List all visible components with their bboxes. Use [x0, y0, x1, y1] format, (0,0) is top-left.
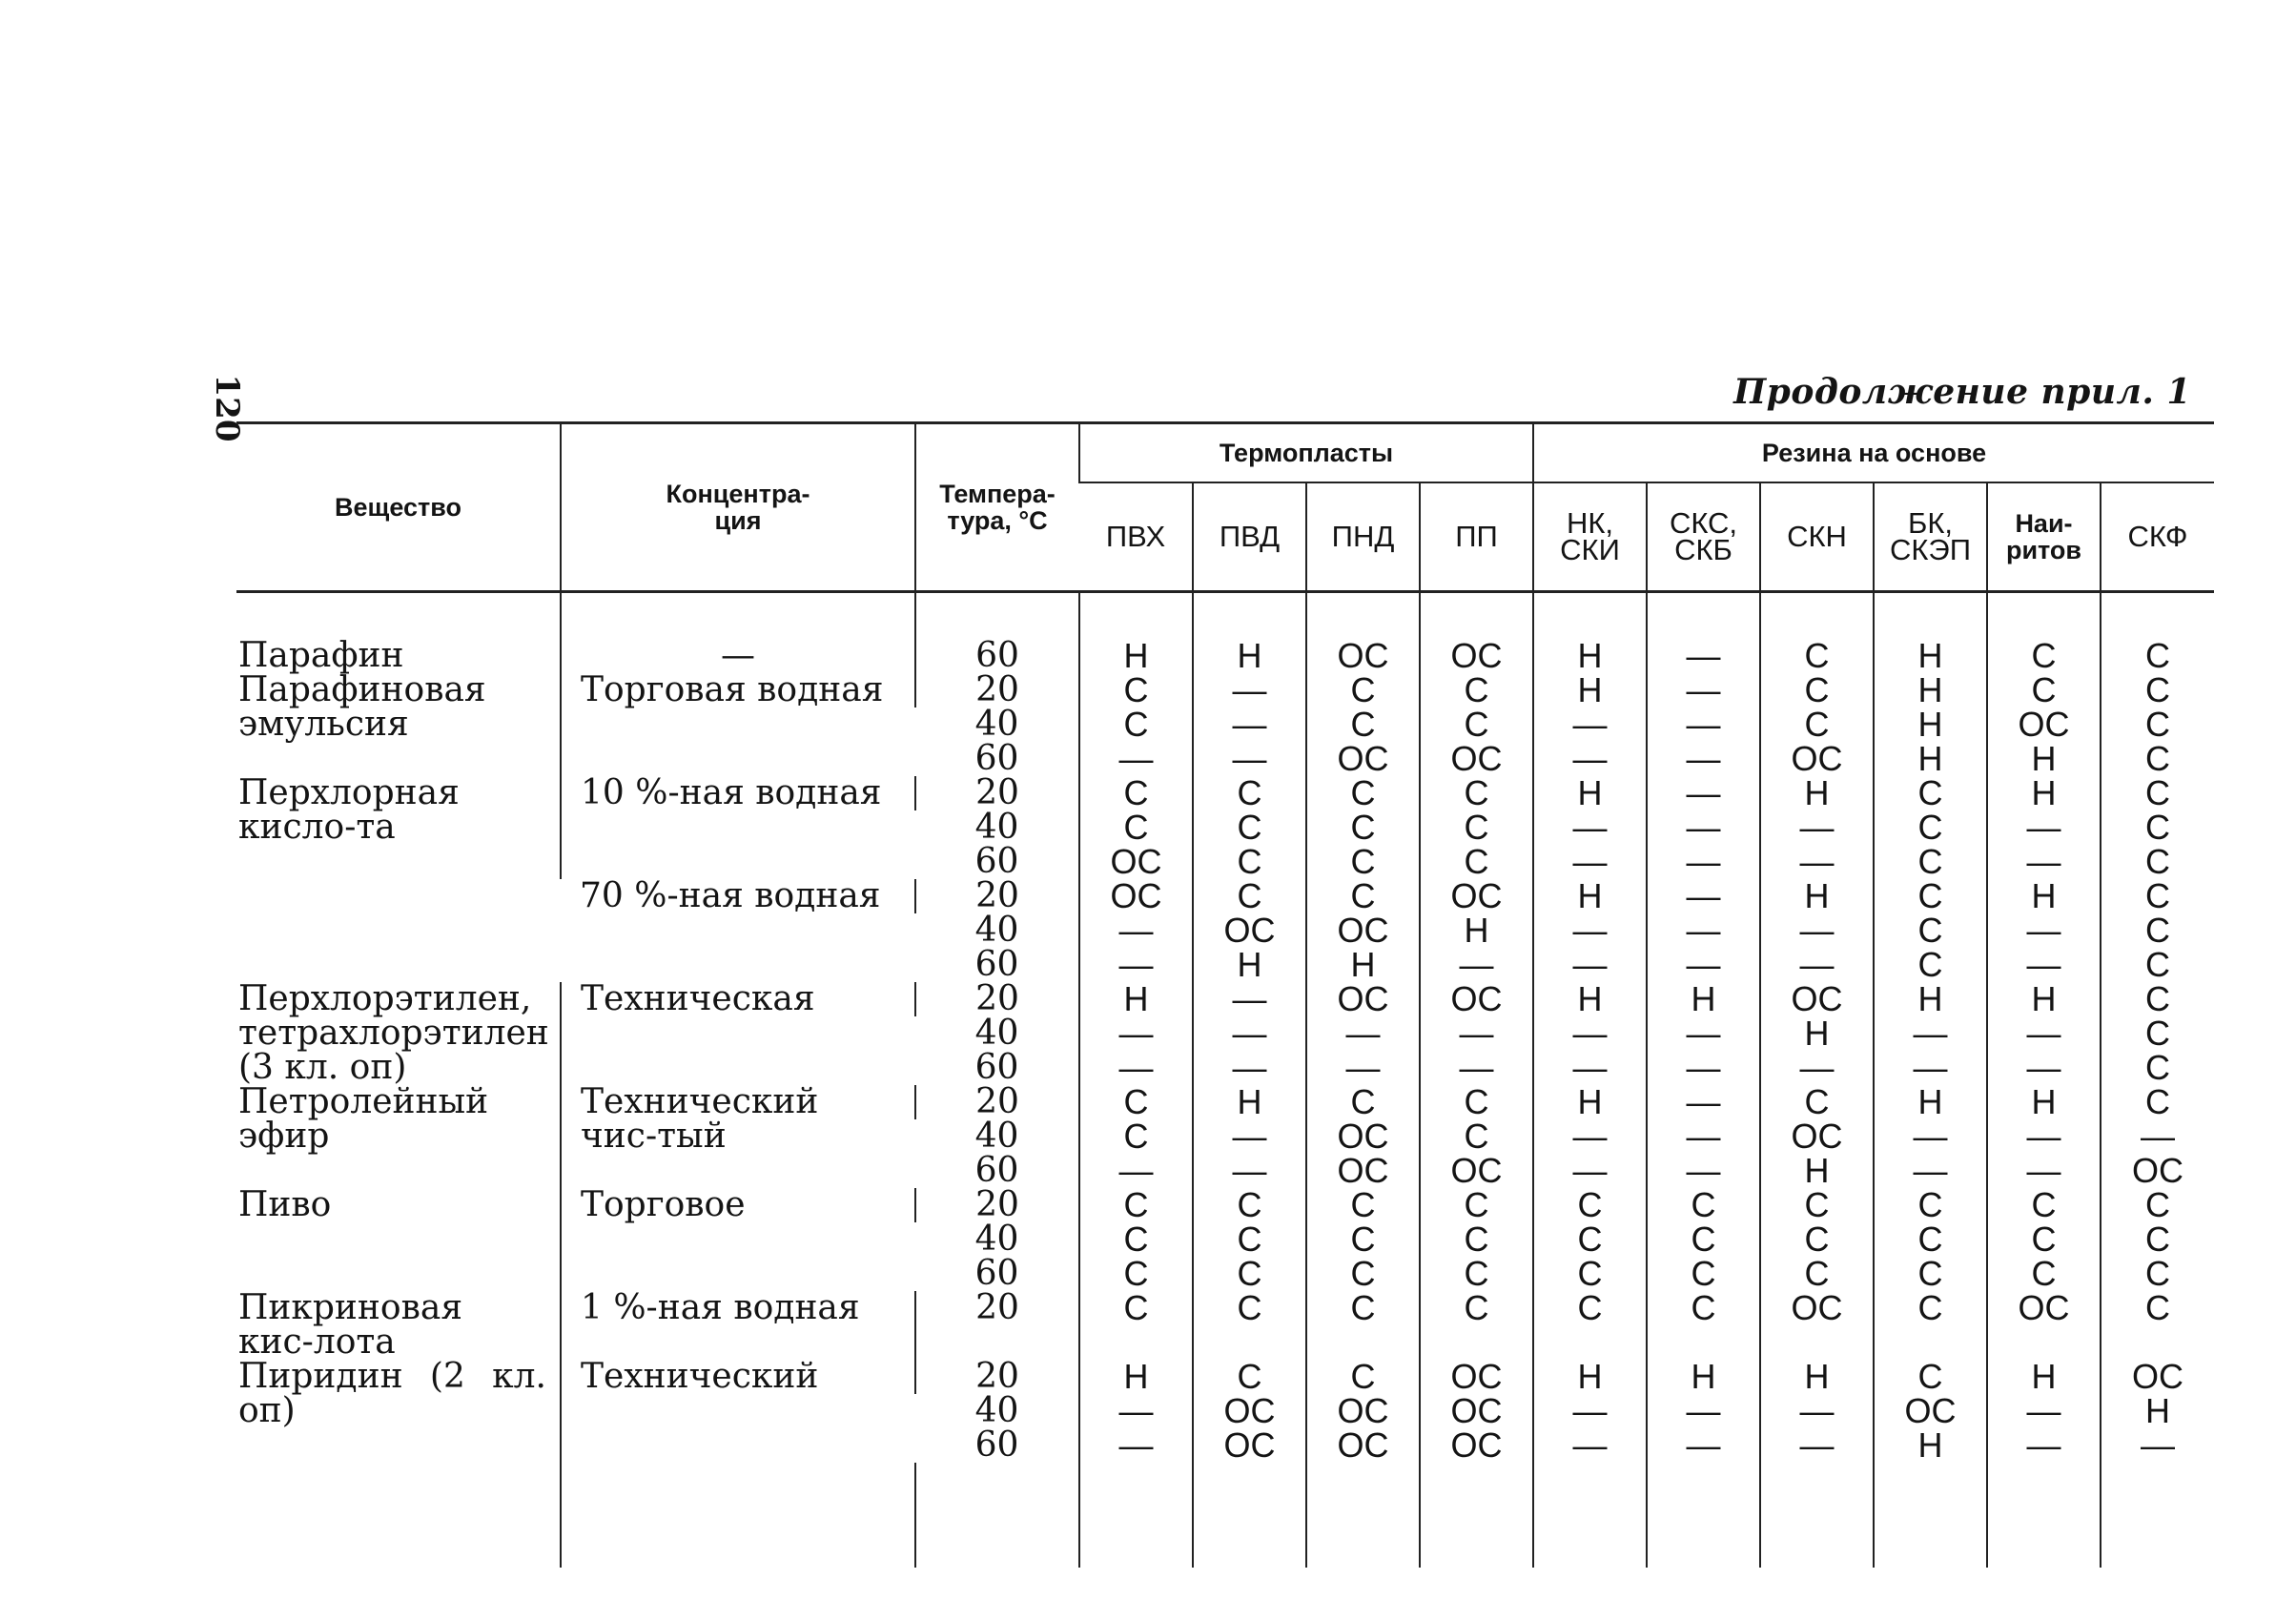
substance-cell: Перхлорэтилен, тетрахлорэтилен (3 кл. оп) [238, 979, 549, 1087]
resistance-value: С [1306, 776, 1420, 810]
resistance-value: — [1079, 948, 1193, 982]
resistance-value: ОС [1420, 1360, 1533, 1394]
resistance-value: С [1306, 707, 1420, 742]
header-material: СКФ [2101, 482, 2214, 592]
resistance-value: С [1306, 1188, 1420, 1222]
resistance-value: С [1193, 1222, 1306, 1257]
header-temperature: Темпера- тура, °С [915, 423, 1079, 592]
temperature-cell: 60 [974, 1254, 1019, 1293]
resistance-value: — [1647, 1016, 1760, 1051]
resistance-value: С [1420, 1085, 1533, 1119]
resistance-value: ОС [1306, 639, 1420, 673]
resistance-value: ОС [1306, 1119, 1420, 1154]
resistance-value: ОС [1420, 639, 1533, 673]
header-material: НК, СКИ [1533, 482, 1647, 592]
resistance-value: С [1874, 776, 1987, 810]
resistance-value: С [1987, 1188, 2101, 1222]
resistance-value: — [1647, 1428, 1760, 1463]
resistance-value: С [1760, 1188, 1874, 1222]
resistance-value: С [1306, 1222, 1420, 1257]
temperature-cell: 20 [915, 1291, 1079, 1360]
resistance-value: С [1420, 776, 1533, 810]
resistance-value: Н [1874, 673, 1987, 707]
concentration-cell: Технический [561, 1360, 915, 1463]
concentration-cell: 1 %-ная водная [561, 1291, 915, 1360]
resistance-value: — [1987, 845, 2101, 879]
resistance-value: Н [1874, 1428, 1987, 1463]
resistance-value: С [1874, 845, 1987, 879]
resistance-value: Н [1874, 982, 1987, 1016]
resistance-value: С [1874, 1360, 1987, 1394]
resistance-value: — [1647, 913, 1760, 948]
resistance-value: — [1760, 845, 1874, 879]
resistance-value: С [1079, 776, 1193, 810]
resistance-value: ОС [1760, 742, 1874, 776]
resistance-value: С [1079, 707, 1193, 742]
resistance-value: Н [1420, 913, 1533, 948]
substance-cell: Петролейный эфир [238, 1082, 489, 1156]
table-row [236, 1291, 2214, 1360]
resistance-value: С [1420, 707, 1533, 742]
concentration-cell: — [561, 639, 915, 673]
substance-cell: Перхлорная кисло-та [238, 773, 460, 847]
resistance-value: ОС [2101, 1154, 2214, 1188]
resistance-table [236, 421, 2214, 1568]
resistance-value: ОС [1420, 1394, 1533, 1428]
temperature-cell: 40 [974, 1117, 1019, 1156]
resistance-value: С [1079, 1222, 1193, 1257]
substance-cell: Пиво [238, 1185, 332, 1224]
resistance-value: ОС [1306, 1428, 1420, 1463]
resistance-value: — [1306, 1051, 1420, 1085]
resistance-value: — [1647, 810, 1760, 845]
resistance-value: С [2101, 879, 2214, 913]
substance-cell: Парафин [238, 636, 404, 675]
resistance-value: С [1874, 879, 1987, 913]
resistance-value: — [1193, 673, 1306, 707]
resistance-value: ОС [1193, 1428, 1306, 1463]
resistance-value: — [1987, 948, 2101, 982]
resistance-value: — [1987, 1119, 2101, 1154]
table-row [236, 1085, 2214, 1119]
resistance-value: ОС [1079, 879, 1193, 913]
resistance-value: Н [1193, 948, 1306, 982]
resistance-value: С [1193, 776, 1306, 810]
header-material: ПВХ [1105, 520, 1166, 553]
resistance-value: С [1533, 1188, 1647, 1222]
resistance-value: — [1533, 845, 1647, 879]
resistance-value: С [1193, 1360, 1306, 1394]
resistance-value: — [2101, 1119, 2214, 1154]
resistance-value: — [1987, 1394, 2101, 1428]
resistance-value: — [1987, 1428, 2101, 1463]
temperature-cell: 40 [974, 1391, 1019, 1430]
resistance-value: С [1874, 1188, 1987, 1222]
resistance-value: С [1420, 1222, 1533, 1257]
resistance-value: С [1306, 845, 1420, 879]
resistance-value: С [2101, 1188, 2214, 1222]
substance-cell: Пиридин (2 кл. оп) [238, 1357, 546, 1430]
resistance-value: Н [1987, 742, 2101, 776]
resistance-value: Н [1987, 1085, 2101, 1119]
resistance-value: С [1306, 1291, 1420, 1360]
resistance-value: — [1760, 1428, 1874, 1463]
resistance-value: С [1306, 1085, 1420, 1119]
resistance-value: — [1533, 707, 1647, 742]
resistance-value: — [1647, 1119, 1760, 1154]
resistance-value: С [1987, 673, 2101, 707]
resistance-value: С [1079, 1085, 1193, 1119]
resistance-value: — [1987, 1016, 2101, 1051]
temperature-cell: 40 [974, 911, 1019, 950]
temperature-cell: 60 [974, 1151, 1019, 1190]
resistance-value: С [1760, 639, 1874, 673]
resistance-value: — [1533, 1051, 1647, 1085]
resistance-value: Н [1760, 1016, 1874, 1051]
resistance-value: ОС [1760, 982, 1874, 1016]
resistance-value: — [2101, 1428, 2214, 1463]
resistance-value: — [1647, 948, 1760, 982]
resistance-value: — [1647, 1394, 1760, 1428]
resistance-value: Н [1193, 1085, 1306, 1119]
resistance-value: С [1760, 707, 1874, 742]
resistance-value: — [1760, 913, 1874, 948]
resistance-value: — [1533, 1394, 1647, 1428]
resistance-value: ОС [1306, 1394, 1420, 1428]
resistance-value: — [1647, 1051, 1760, 1085]
header-group-thermoplastics: Термопласты [1079, 423, 1533, 483]
temperature-cell: 60 [974, 739, 1019, 778]
resistance-value: С [1420, 673, 1533, 707]
temperature-cell: 20 [915, 776, 1079, 810]
resistance-value: С [2101, 776, 2214, 810]
resistance-value: — [1647, 1085, 1760, 1119]
resistance-value: — [1647, 776, 1760, 810]
resistance-value: — [1533, 810, 1647, 845]
resistance-value: ОС [1987, 707, 2101, 742]
resistance-value: С [1647, 1188, 1760, 1222]
resistance-value: — [1533, 742, 1647, 776]
resistance-value: С [2101, 639, 2214, 673]
table-row [236, 1360, 2214, 1394]
resistance-value: С [1193, 1291, 1306, 1360]
temperature-cell: 20 [915, 1085, 1079, 1119]
resistance-value: С [1193, 879, 1306, 913]
temperature-cell: 60 [915, 639, 1079, 673]
resistance-value: С [1760, 1222, 1874, 1257]
resistance-value: — [1760, 810, 1874, 845]
resistance-value: С [2101, 1085, 2214, 1119]
resistance-value: — [1193, 1154, 1306, 1188]
resistance-value: С [1420, 1119, 1533, 1154]
resistance-value: — [1874, 1119, 1987, 1154]
temperature-cell: 60 [974, 945, 1019, 984]
resistance-value: ОС [1306, 982, 1420, 1016]
table-row [236, 776, 2214, 810]
resistance-value: С [1079, 1188, 1193, 1222]
concentration-cell: Торговое [561, 1188, 915, 1291]
resistance-value: — [1533, 948, 1647, 982]
resistance-value: Н [1874, 707, 1987, 742]
resistance-value: — [1647, 673, 1760, 707]
resistance-value: — [1420, 1016, 1533, 1051]
resistance-value: С [2101, 913, 2214, 948]
resistance-value: С [1647, 1291, 1760, 1360]
resistance-value: С [1306, 810, 1420, 845]
resistance-value: С [1079, 1119, 1193, 1154]
resistance-value: — [1760, 948, 1874, 982]
temperature-cell: 20 [915, 879, 1079, 913]
resistance-value: — [1533, 1119, 1647, 1154]
temperature-cell: 60 [974, 1425, 1019, 1465]
resistance-value: Н [1533, 673, 1647, 707]
resistance-value: Н [1306, 948, 1420, 982]
resistance-value: С [1760, 1257, 1874, 1291]
resistance-value: Н [1987, 776, 2101, 810]
resistance-value: С [1987, 1222, 2101, 1257]
resistance-value: — [1079, 1394, 1193, 1428]
resistance-value: С [1079, 810, 1193, 845]
resistance-value: С [1193, 1257, 1306, 1291]
resistance-value: Н [2101, 1394, 2214, 1428]
resistance-value: С [2101, 845, 2214, 879]
resistance-value: С [1874, 1257, 1987, 1291]
resistance-value: С [1533, 1222, 1647, 1257]
header-substance: Вещество [335, 493, 461, 522]
resistance-value: — [1079, 1016, 1193, 1051]
concentration-cell: 70 %-ная водная [580, 876, 881, 915]
resistance-value: Н [1647, 1360, 1760, 1394]
table-row [236, 639, 2214, 673]
resistance-value: — [1647, 707, 1760, 742]
resistance-value: С [1079, 1257, 1193, 1291]
spacer-row [236, 592, 2214, 640]
resistance-value: С [1874, 810, 1987, 845]
resistance-value: С [1079, 1291, 1193, 1360]
resistance-value: — [1079, 1051, 1193, 1085]
resistance-value: — [1420, 1051, 1533, 1085]
resistance-value: ОС [1420, 742, 1533, 776]
resistance-value: ОС [1306, 913, 1420, 948]
temperature-cell: 40 [974, 705, 1019, 744]
resistance-value: Н [1079, 639, 1193, 673]
resistance-value: Н [1760, 879, 1874, 913]
resistance-value: С [1987, 639, 2101, 673]
temperature-cell: 40 [974, 1220, 1019, 1259]
resistance-value: — [1533, 1428, 1647, 1463]
resistance-value: Н [1760, 776, 1874, 810]
resistance-value: С [2101, 1016, 2214, 1051]
resistance-value: — [1760, 1394, 1874, 1428]
resistance-value: С [1193, 845, 1306, 879]
concentration-cell: Торговая водная [561, 673, 915, 776]
header-material: БК, СКЭП [1874, 482, 1987, 592]
resistance-value: ОС [1760, 1119, 1874, 1154]
resistance-value: — [1760, 1051, 1874, 1085]
resistance-value: ОС [1306, 742, 1420, 776]
resistance-value: ОС [1760, 1291, 1874, 1360]
resistance-value: Н [1987, 879, 2101, 913]
temperature-cell: 20 [915, 673, 1079, 707]
resistance-value: С [1987, 1257, 2101, 1291]
padding-row [236, 1463, 2214, 1568]
temperature-cell: 40 [974, 1014, 1019, 1053]
resistance-value: С [1874, 948, 1987, 982]
resistance-value: С [1874, 913, 1987, 948]
resistance-value: С [1420, 1257, 1533, 1291]
resistance-value: С [1193, 810, 1306, 845]
resistance-value: Н [1533, 639, 1647, 673]
resistance-value: С [1306, 1360, 1420, 1394]
resistance-value: Н [1987, 982, 2101, 1016]
substance-cell: Парафиновая эмульсия [238, 670, 486, 744]
resistance-value: ОС [1193, 1394, 1306, 1428]
header-material: ПП [1420, 482, 1533, 592]
resistance-value: С [2101, 982, 2214, 1016]
concentration-cell: Техническая [561, 982, 915, 1085]
resistance-value: — [1079, 1428, 1193, 1463]
header-material: ПНД [1306, 482, 1420, 592]
continuation-label: Продолжение прил. 1 [1733, 372, 2191, 412]
resistance-value: Н [1193, 639, 1306, 673]
table-body [236, 592, 2214, 1569]
header-material: ПВД [1193, 482, 1306, 592]
resistance-value: Н [1987, 1360, 2101, 1394]
header-material: СКН [1760, 482, 1874, 592]
resistance-value: — [1193, 707, 1306, 742]
resistance-value: — [1193, 742, 1306, 776]
resistance-value: — [1874, 1051, 1987, 1085]
resistance-value: ОС [1420, 982, 1533, 1016]
resistance-value: Н [1760, 1360, 1874, 1394]
resistance-value: С [2101, 948, 2214, 982]
table-row [236, 982, 2214, 1016]
resistance-value: С [1533, 1257, 1647, 1291]
resistance-value: С [1874, 1291, 1987, 1360]
resistance-value: Н [1079, 1360, 1193, 1394]
resistance-value: — [1079, 1154, 1193, 1188]
resistance-value: ОС [1420, 879, 1533, 913]
resistance-value: Н [1533, 982, 1647, 1016]
resistance-value: — [1647, 742, 1760, 776]
resistance-value: С [1420, 845, 1533, 879]
resistance-value: — [1079, 913, 1193, 948]
resistance-value: С [2101, 1291, 2214, 1360]
resistance-value: Н [1760, 1154, 1874, 1188]
resistance-value: С [2101, 810, 2214, 845]
temperature-cell: 60 [974, 1048, 1019, 1087]
resistance-value: С [1420, 810, 1533, 845]
resistance-value: Н [1647, 982, 1760, 1016]
resistance-value: С [2101, 1222, 2214, 1257]
resistance-value: С [1533, 1291, 1647, 1360]
table-row [236, 673, 2214, 707]
resistance-value: С [2101, 673, 2214, 707]
resistance-value: — [1647, 639, 1760, 673]
resistance-value: ОС [1079, 845, 1193, 879]
resistance-value: ОС [1874, 1394, 1987, 1428]
resistance-value: Н [1874, 639, 1987, 673]
concentration-cell: Технический чис-тый [561, 1085, 915, 1188]
resistance-value: — [1533, 913, 1647, 948]
temperature-cell: 20 [915, 982, 1079, 1016]
resistance-value: ОС [1987, 1291, 2101, 1360]
resistance-value: С [1647, 1222, 1760, 1257]
resistance-value: Н [1874, 1085, 1987, 1119]
concentration-cell: 10 %-ная водная [561, 776, 915, 879]
table-row [236, 1188, 2214, 1222]
resistance-value: — [1987, 913, 2101, 948]
resistance-value: — [1647, 845, 1760, 879]
resistance-value: С [1420, 1188, 1533, 1222]
temperature-cell: 60 [974, 842, 1019, 881]
resistance-value: — [1420, 948, 1533, 982]
resistance-value: — [1306, 1016, 1420, 1051]
header-concentration: Концентра- ция [561, 423, 915, 592]
resistance-value: С [1079, 673, 1193, 707]
resistance-value: ОС [2101, 1360, 2214, 1394]
resistance-value: С [2101, 1051, 2214, 1085]
resistance-value: — [1079, 742, 1193, 776]
resistance-value: Н [1533, 1085, 1647, 1119]
resistance-value: — [1987, 810, 2101, 845]
resistance-value: С [1306, 673, 1420, 707]
resistance-value: ОС [1420, 1154, 1533, 1188]
resistance-value: С [1420, 1291, 1533, 1360]
resistance-value: — [1987, 1051, 2101, 1085]
resistance-value: С [1306, 879, 1420, 913]
resistance-value: Н [1533, 879, 1647, 913]
resistance-value: — [1874, 1154, 1987, 1188]
temperature-cell: 40 [974, 808, 1019, 847]
resistance-value: — [1193, 1051, 1306, 1085]
resistance-value: Н [1533, 776, 1647, 810]
resistance-value: С [2101, 1257, 2214, 1291]
resistance-value: — [1533, 1016, 1647, 1051]
header-group-rubber: Резина на основе [1533, 423, 2214, 483]
resistance-value: С [1760, 1085, 1874, 1119]
resistance-value: — [1647, 879, 1760, 913]
temperature-cell: 20 [915, 1188, 1079, 1222]
resistance-value: Н [1874, 742, 1987, 776]
header-material: Наи- ритов [1987, 482, 2101, 592]
resistance-value: С [1760, 673, 1874, 707]
temperature-cell: 20 [915, 1360, 1079, 1394]
resistance-value: — [1533, 1154, 1647, 1188]
resistance-value: С [1193, 1188, 1306, 1222]
resistance-value: ОС [1420, 1428, 1533, 1463]
resistance-value: С [1647, 1257, 1760, 1291]
resistance-value: ОС [1193, 913, 1306, 948]
resistance-value: Н [1079, 982, 1193, 1016]
resistance-value: — [1874, 1016, 1987, 1051]
resistance-value: — [1193, 1016, 1306, 1051]
resistance-value: — [1193, 982, 1306, 1016]
resistance-value: С [1306, 1257, 1420, 1291]
resistance-value: — [1193, 1119, 1306, 1154]
resistance-value: ОС [1306, 1154, 1420, 1188]
resistance-value: Н [1533, 1360, 1647, 1394]
resistance-value: С [2101, 742, 2214, 776]
resistance-value: — [1987, 1154, 2101, 1188]
resistance-value: — [1647, 1154, 1760, 1188]
page-number: 120 [208, 374, 246, 442]
resistance-value: С [1874, 1222, 1987, 1257]
resistance-value: С [2101, 707, 2214, 742]
header-material: СКС, СКБ [1647, 482, 1760, 592]
substance-cell: Пикриновая кис-лота [238, 1288, 463, 1362]
